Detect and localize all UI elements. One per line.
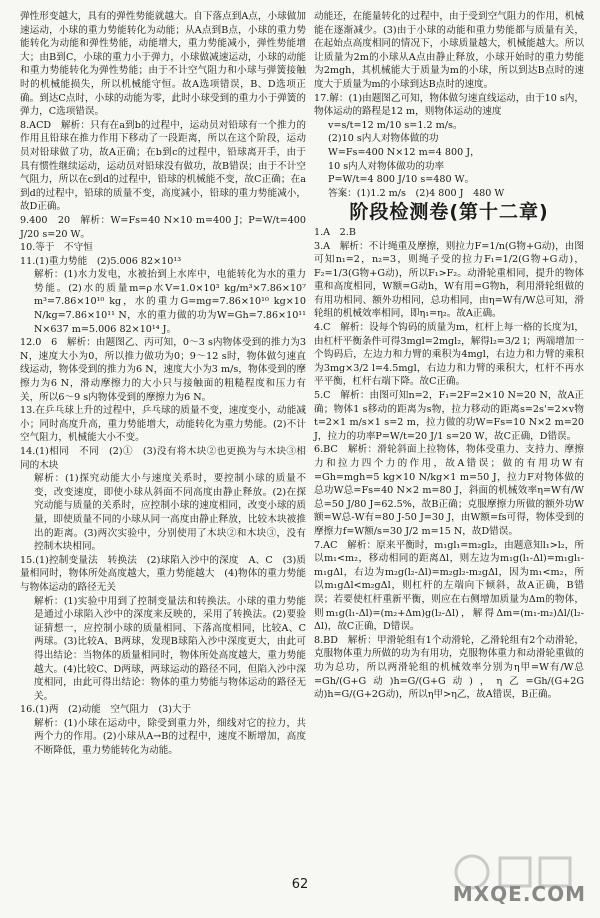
- answer-9: 9.400 20 解析：W=Fs=40 N×10 m=400 J；P=W/t=400 J/20 s=20 W。: [20, 214, 306, 240]
- answer-17-power-label: 10 s内人对物体做功的功率: [328, 160, 445, 172]
- answer-17-power: P=W/t=4 800 J/10 s=480 W。: [328, 174, 475, 186]
- answer-17-final: 答案：(1)1.2 m/s (2)4 800 J 480 W: [328, 187, 505, 199]
- left-column: [20, 10, 306, 758]
- answer-3: 3.A 解析：不计绳重及摩擦，则拉力F=1/n(G物+G动)，由图可知n₁=2，n₂=3，则绳子受的拉力F₁=1/2(G物+G动)，F₂=1/3(G物+G动)，所以F₁>F₂。动滑轮重相同，提升的物体重和高度相同，W额=G动h，W有用=G物h，利用滑轮组做的有用功相同、额外功相同，总功相同，由η=W有/W总可知，滑轮组的机械效率相同，即η₁=η₂。故A正确。: [314, 240, 584, 320]
- answer-6: 6.BC 解析：滑轮斜面上拉物体，物体受重力、支持力、摩擦力和拉力四个力的作用，故A错误；做的有用功W有=Gh=mgh=5 kg×10 N/kg×1 m=50 J，拉力F对物体做的总功W总=Fs=40 N×2 m=80 J，斜面的机械效率η=W有/W总=50 J/80 J=62.5%，故B正确；克服摩擦力所做的额外功W额=W总-W有=80 J-50 J=30 J，由W额=fs可得，物体受到的摩擦力f=W额/s=30 J/2 m=15 N，故D错误。: [314, 444, 584, 537]
- answer-17: 17.解：(1)由题图乙可知，物体做匀速直线运动，由于10 s内，物体运动的路程是12 m，则物体运动的速度: [314, 92, 584, 118]
- answer-1-2: 1.A 2.B: [314, 226, 356, 238]
- page-number: 62: [291, 877, 309, 892]
- answer-11: 11.(1)重力势能 (2)5.006 82×10¹³: [20, 255, 182, 267]
- answer-14-explanation: 解析：(1)探究动能大小与速度关系时，要控制小球的质量不变，改变速度，即使小球从斜面不同高度由静止释放。(2)在探究动能与质量的关系时，应控制小球的速度相同，改变小球的质量，即使质量不同的小球从同一高度由静止释放，比较木块被推出的距离。(3)两次实验中，分别使用了木块②和木块③，没有控制木块相同。: [34, 473, 306, 553]
- answer-8: 8.ACD 解析：只有在a到b的过程中，运动员对铅球有一个推力的作用且铅球在推力作用下移动了一段距离，所以在这个阶段，运动员对铅球做了功，故A正确；在b到c的过程中，铅球离开手，由于具有惯性继续运动，运动员对铅球没有做功，故B错误；由于不计空气阻力，所以在c到d的过程中，铅球的机械能不变，故C正确；在a到d的过程中，铅球的质量不变，高度减小，铅球的重力势能减小，故D正确。: [20, 119, 306, 213]
- right-column: [314, 10, 584, 702]
- answer-17-velocity: v=s/t=12 m/10 s=1.2 m/s。: [328, 119, 463, 131]
- answer-17-work-label: (2)10 s内人对物体做的功: [328, 133, 439, 145]
- answer-16-cont: 动能还，在能量转化的过程中，由于受到空气阻力的作用，机械能在逐渐减少。(3)由于小球的动能和重力势能都与质量有关，在起始点高度相同的情况下，小球质量越大，机械能越大。所以让质量为2m的小球从A点由静止释放，小球开始时的重力势能为2mgh，其机械能大于质量为m的小球，所以到达B点时的速度大于质量为m的小球到达B点时的速度。: [314, 11, 584, 90]
- answer-16: 16.(1)两 (2)动能 空气阻力 (3)大于: [20, 704, 192, 716]
- answer-15-explanation: 解析：(1)实验中用到了控制变量法和转换法。小球的重力势能是通过小球陷入沙中的深度来反映的，采用了转换法。(2)要验证猜想一，应控制小球的质量相同、下落高度相同，比较A、C两球。(3)比较A、B两球，发现B球陷入沙中深度更大，由此可得出结论：当物体的质量相同时，物体所处高度越大，重力势能越大。(4)比较C、D两球，两球运动的路径不同，但陷入沙中深度相同，由此可得出结论：物体的重力势能与物体运动的路径无关。: [34, 595, 306, 702]
- answer-12: 12.0 6 解析：由题图乙、丙可知，0～3 s内物体受到的推力为3 N，速度大小为0，所以推力做功为0；9～12 s时，物体做匀速直线运动，物体受到的推力为6 N，速度大小为3 m/s，物体受到的摩擦力为6 N，滑动摩擦力的大小只与接触面的粗糙程度和压力有关，所以6～9 s内物体受到的摩擦力为6 N。: [20, 337, 306, 403]
- answer-8: 8.BD 解析：甲滑轮组有1个动滑轮，乙滑轮组有2个动滑轮，克服物体重力所做的功为有用功，克服物体重力和动滑轮重做的功为总功，所以两滑轮组的机械效率分别为η甲=W有/W总=Gh/(G+G动)h=G/(G+G动)，η乙=Gh/(G+2G动)h=G/(G+2G动)，所以η甲>η乙，故A错误，B正确。: [314, 634, 584, 701]
- answer-10: 10.等于 不守恒: [20, 242, 93, 254]
- answer-4: 4.C 解析：设每个钩码的质量为m，杠杆上每一格的长度为l，由杠杆平衡条件可得3mgl=2mgl₂，解得l₂=3/2 l；两端增加一个钩码后，左边力和力臂的乘积为4mgl，右边力和力臂的乘积为3mg×3/2 l=4.5mgl，右边力和力臂的乘积大，杠杆不再水平平衡，杠杆右端下降。故C正确。: [314, 322, 584, 388]
- answer-11-explanation: 解析：(1)水力发电，水被抬到上水库中，电能转化为水的重力势能。(2)水的质量m=ρ水V=1.0×10³ kg/m³×7.86×10⁷ m³=7.86×10¹⁰ kg，水的重力G=mg=7.86×10¹⁰ kg×10 N/kg=7.86×10¹¹ N，水的重力做的功为W=Gh=7.86×10¹¹ N×637 m=5.006 82×10¹⁴ J。: [34, 269, 306, 335]
- answer-7: 7.AC 解析：原来平衡时，m₁gl₁=m₂gl₂，由题意知l₁>l₂，所以m₁<m₂，移动相同的距离Δl，则左边为m₁g(l₁-Δl)=m₁gl₁-m₁gΔl，右边为m₂g(l₂-Δl)=m₂gl₂-m₂gΔl，因为m₁<m₂，所以m₁gΔl<m₂gΔl，则杠杆的左端向下倾斜，故A正确，B错误；若要使杠杆重新平衡，则应在右侧增加质量为Δm的物体，则m₁g(l₁-Δl)=(m₂+Δm)g(l₂-Δl)，解得Δm=(m₁-m₂)Δl/(l₂-Δl)，故C正确，D错误。: [314, 539, 584, 633]
- answer-15: 15.(1)控制变量法 转换法 (2)球陷入沙中的深度 A、C (3)质量相同时，物体所处高度越大，重力势能越大 (4)物体的重力势能与物体运动的路径无关: [20, 554, 306, 593]
- chapter-title: 阶段检测卷(第十二章): [349, 201, 549, 224]
- answer-13: 13.在乒乓球上升的过程中，乒乓球的质量不变，速度变小，动能减小；同时高度升高，重力势能增大，动能转化为重力势能。(2)不计空气阻力，机械能大小不变。: [20, 405, 306, 444]
- answer-7-cont: 弹性形变越大，具有的弹性势能就越大。自下落点到A点，小球做加速运动，小球的重力势能转化为动能；从A点到B点，小球的重力势能转化为动能和弹性势能，动能增大，重力势能减小，弹性势能增大；由B到C，小球的重力小于弹力，小球做减速运动，小球的动能和重力势能转化为弹性势能；由于不计空气阻力和小球与弹簧接触时的机械能损失，所以机械能守恒。故A选项错误，B、D选项正确。到达C点时，小球的动能为零，此时小球受到的重力小于弹簧的弹力，C选项错误。: [20, 11, 306, 118]
- answer-14: 14.(1)相同 不同 (2)① (3)没有将木块②也更换为与木块③相同的木块: [20, 446, 306, 471]
- watermark-text: MXQE.COM: [452, 882, 586, 906]
- answer-17-work: W=Fs=400 N×12 m=4 800 J，: [328, 146, 480, 158]
- answer-5: 5.C 解析：由图可知n=2，F₁=2F=2×10 N=20 N，故A正确；物体1 s移动的距离为s物，拉力移动的距离s=2s'=2×v物t=2×1 m/s×1 s=2 m，拉力做的功W=Fs=10 N×2 m=20 J，拉力的功率P=W/t=20 J/1 s=20 W，故C正确，D错误。: [314, 390, 584, 442]
- answer-16-explanation: 解析：(1)小球在运动中，除受到重力外，细线对它的拉力，共两个力的作用。(2)小球从A→B的过程中，速度不断增加，高度不断降低，重力势能转化为动能。: [34, 717, 306, 757]
